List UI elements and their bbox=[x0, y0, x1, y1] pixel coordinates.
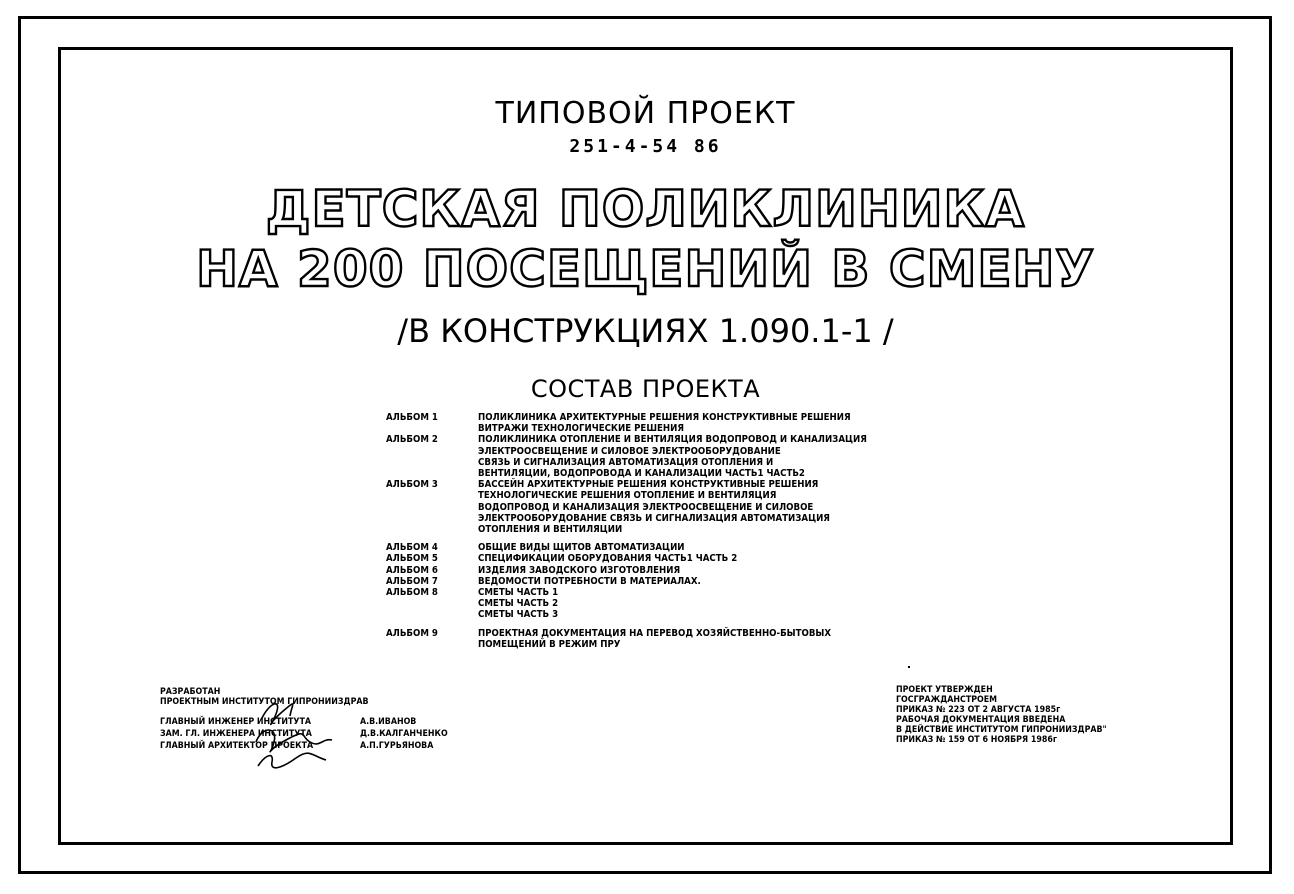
staff-role: ГЛАВНЫЙ ИНЖЕНЕР ИНСТИТУТА bbox=[160, 717, 312, 727]
album-label: АЛЬБОМ 9 bbox=[386, 627, 438, 639]
album-description-line: ВИТРАЖИ ТЕХНОЛОГИЧЕСКИЕ РЕШЕНИЯ bbox=[478, 423, 684, 435]
album-description-line: СВЯЗЬ И СИГНАЛИЗАЦИЯ АВТОМАТИЗАЦИЯ ОТОПЛЕНИЯ И bbox=[478, 456, 774, 468]
stray-dot bbox=[908, 666, 910, 668]
subtitle-constructions: /В КОНСТРУКЦИЯХ 1.090.1-1 / bbox=[397, 312, 894, 350]
album-description-line: ВОДОПРОВОД И КАНАЛИЗАЦИЯ ЭЛЕКТРООСВЕЩЕНИЕ И СИЛОВОЕ bbox=[478, 501, 814, 513]
album-description-line: ПРОЕКТНАЯ ДОКУМЕНТАЦИЯ НА ПЕРЕВОД ХОЗЯЙСТВЕННО-БЫТОВЫХ bbox=[478, 627, 832, 639]
approval-line: ПРИКАЗ № 159 ОТ 6 НОЯБРЯ 1986г bbox=[896, 735, 1057, 745]
album-description bbox=[478, 542, 946, 553]
album-label: АЛЬБОМ 3 bbox=[386, 479, 438, 491]
album-description bbox=[478, 587, 946, 621]
spacer bbox=[386, 621, 946, 628]
album-description bbox=[478, 434, 946, 479]
album-entry bbox=[386, 628, 946, 650]
approval-line: РАБОЧАЯ ДОКУМЕНТАЦИЯ ВВЕДЕНА bbox=[896, 715, 1066, 725]
developer-line1: РАЗРАБОТАН bbox=[160, 687, 221, 697]
approval-line: ПРИКАЗ № 223 ОТ 2 АВГУСТА 1985г bbox=[896, 705, 1061, 715]
album-label: АЛЬБОМ 2 bbox=[386, 434, 438, 446]
approval-line: ПРОЕКТ УТВЕРЖДЕН bbox=[896, 685, 993, 695]
album-label: АЛЬБОМ 6 bbox=[386, 564, 438, 576]
developer-line2: ПРОЕКТНЫМ ИНСТИТУТОМ ГИПРОНИИЗДРАВ bbox=[160, 697, 369, 707]
staff-name: Д.В.КАЛГАНЧЕНКО bbox=[360, 729, 448, 739]
album-entry bbox=[386, 412, 946, 434]
album-entry bbox=[386, 587, 946, 621]
approval-line: В ДЕЙСТВИЕ ИНСТИТУТОМ ГИПРОНИИЗДРАВ" bbox=[896, 725, 1107, 735]
album-description-line: ПОЛИКЛИНИКА ОТОПЛЕНИЕ И ВЕНТИЛЯЦИЯ ВОДОПРОВОД И КАНАЛИЗАЦИЯ bbox=[478, 434, 867, 446]
album-description-line: БАССЕЙН АРХИТЕКТУРНЫЕ РЕШЕНИЯ КОНСТРУКТИВНЫЕ РЕШЕНИЯ bbox=[478, 479, 819, 491]
staff-name: А.П.ГУРЬЯНОВА bbox=[360, 741, 434, 751]
album-description-line: СМЕТЫ ЧАСТЬ 1 bbox=[478, 587, 559, 599]
album-description-line: ЭЛЕКТРООБОРУДОВАНИЕ СВЯЗЬ И СИГНАЛИЗАЦИЯ АВТОМАТИЗАЦИЯ bbox=[478, 512, 830, 524]
albums-list bbox=[386, 412, 946, 650]
album-description-line: ЭЛЕКТРООСВЕЩЕНИЕ И СИЛОВОЕ ЭЛЕКТРООБОРУДОВАНИЕ bbox=[478, 445, 781, 457]
album-description-line: ПОМЕЩЕНИЙ В РЕЖИМ ПРУ bbox=[478, 638, 621, 650]
album-label: АЛЬБОМ 8 bbox=[386, 587, 438, 599]
main-title-line2: НА 200 ПОСЕЩЕНИЙ В СМЕНУ bbox=[196, 240, 1095, 298]
album-description-line: ТЕХНОЛОГИЧЕСКИЕ РЕШЕНИЯ ОТОПЛЕНИЕ И ВЕНТИЛЯЦИЯ bbox=[478, 490, 777, 502]
album-description bbox=[478, 553, 946, 564]
album-label: АЛЬБОМ 1 bbox=[386, 412, 438, 423]
project-contents-heading: СОСТАВ ПРОЕКТА bbox=[530, 375, 761, 403]
album-description-line: ОТОПЛЕНИЯ И ВЕНТИЛЯЦИИ bbox=[478, 524, 623, 536]
doc-type-heading: ТИПОВОЙ ПРОЕКТ bbox=[495, 96, 796, 131]
album-entry bbox=[386, 479, 946, 535]
album-description bbox=[478, 565, 946, 576]
album-label: АЛЬБОМ 7 bbox=[386, 575, 438, 587]
album-entry bbox=[386, 553, 946, 564]
album-description-line: СМЕТЫ ЧАСТЬ 3 bbox=[478, 609, 559, 621]
album-label: АЛЬБОМ 5 bbox=[386, 553, 438, 565]
approval-line: ГОСГРАЖДАНСТРОЕМ bbox=[896, 695, 998, 705]
album-label: АЛЬБОМ 4 bbox=[386, 542, 438, 554]
album-description-line: ОБЩИЕ ВИДЫ ЩИТОВ АВТОМАТИЗАЦИИ bbox=[478, 542, 685, 554]
album-entry bbox=[386, 576, 946, 587]
album-description-line: СМЕТЫ ЧАСТЬ 2 bbox=[478, 598, 559, 610]
album-description-line: ВЕДОМОСТИ ПОТРЕБНОСТИ В МАТЕРИАЛАХ. bbox=[478, 575, 701, 587]
album-description bbox=[478, 628, 946, 650]
album-description-line: ВЕНТИЛЯЦИИ, ВОДОПРОВОДА И КАНАЛИЗАЦИИ ЧАСТЬ1 ЧАСТЬ2 bbox=[478, 468, 805, 480]
approval-block bbox=[896, 685, 1107, 745]
album-description bbox=[478, 576, 946, 587]
album-entry bbox=[386, 565, 946, 576]
album-entry bbox=[386, 542, 946, 553]
signatures bbox=[252, 696, 342, 772]
album-description-line: СПЕЦИФИКАЦИИ ОБОРУДОВАНИЯ ЧАСТЬ1 ЧАСТЬ 2 bbox=[478, 553, 738, 565]
staff-name: А.В.ИВАНОВ bbox=[360, 717, 417, 727]
project-number: 251-4-54 86 bbox=[569, 136, 722, 157]
main-title-line1: ДЕТСКАЯ ПОЛИКЛИНИКА bbox=[265, 180, 1026, 238]
album-description-line: ПОЛИКЛИНИКА АРХИТЕКТУРНЫЕ РЕШЕНИЯ КОНСТРУКТИВНЫЕ РЕШЕНИЯ bbox=[478, 412, 851, 423]
album-description-line: ИЗДЕЛИЯ ЗАВОДСКОГО ИЗГОТОВЛЕНИЯ bbox=[478, 564, 681, 576]
album-description bbox=[478, 412, 946, 434]
spacer bbox=[386, 535, 946, 542]
staff-role: ЗАМ. ГЛ. ИНЖЕНЕРА ИНСТИТУТА bbox=[160, 729, 312, 739]
album-description bbox=[478, 479, 946, 535]
staff-role: ГЛАВНЫЙ АРХИТЕКТОР ПРОЕКТА bbox=[160, 741, 314, 751]
album-entry bbox=[386, 434, 946, 479]
